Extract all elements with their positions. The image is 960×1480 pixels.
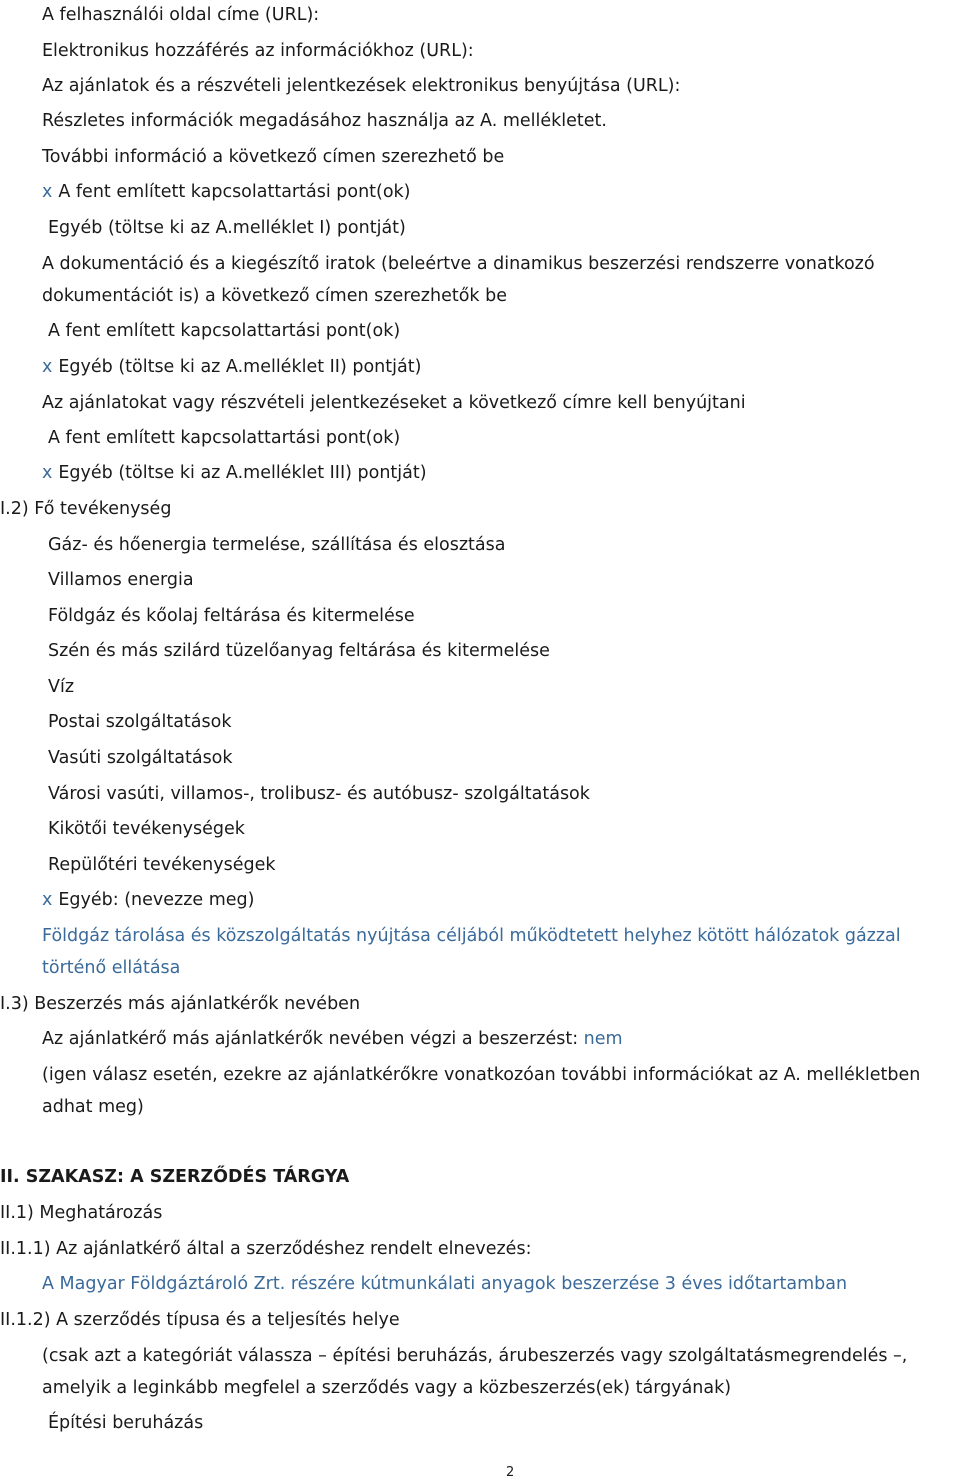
section-ii-title: II. SZAKASZ: A SZERZŐDÉS TÁRGYA [0, 1167, 350, 1187]
more-info-option-other: Egyéb (töltse ki az A.melléklet I) pontját) [48, 218, 406, 238]
more-info-option-contact: x A fent említett kapcsolattartási pont(ok) [42, 182, 411, 202]
activity-item: Kikötői tevékenységek [48, 819, 245, 839]
page-number: 2 [506, 1465, 515, 1480]
activity-item: Városi vasúti, villamos-, trolibusz- és autóbusz- szolgáltatások [48, 784, 590, 804]
activity-other-value-line1: Földgáz tárolása és közszolgáltatás nyújtása céljából működtetett helyhez kötött hálózatok gázzal [42, 926, 901, 946]
user-url-label: A felhasználói oldal címe (URL): [42, 5, 320, 25]
activity-item: Földgáz és kőolaj feltárása és kitermelése [48, 606, 415, 626]
access-url-label: Elektronikus hozzáférés az információkhoz (URL): [42, 41, 474, 61]
docs-label-line2: dokumentációt is) a következő címen szerezhetők be [42, 286, 507, 306]
on-behalf-note-line1: (igen válasz esetén, ezekre az ajánlatkérőkre vonatkozóan további információkat az A. mellékletben [42, 1065, 921, 1085]
on-behalf-answer: nem [583, 1029, 623, 1049]
section-ii11-heading: II.1.1) Az ajánlatkérő által a szerződéshez rendelt elnevezés: [0, 1239, 532, 1259]
more-info-label: További információ a következő címen szerezhető be [42, 147, 505, 167]
activity-other: x Egyéb: (nevezze meg) [42, 890, 255, 910]
offers-option-contact: A fent említett kapcsolattartási pont(ok) [48, 428, 401, 448]
activity-item: Repülőtéri tevékenységek [48, 855, 276, 875]
activity-item: Szén és más szilárd tüzelőanyag feltárása és kitermelése [48, 641, 550, 661]
activity-item: Gáz- és hőenergia termelése, szállítása és elosztása [48, 535, 506, 555]
check-mark: x [42, 357, 53, 377]
docs-label-line1: A dokumentáció és a kiegészítő iratok (beleértve a dinamikus beszerzési rendszerre vonatkozó [42, 254, 875, 274]
section-ii12-heading: II.1.2) A szerződés típusa és a teljesítés helye [0, 1310, 400, 1330]
activity-item: Víz [48, 677, 75, 697]
submit-url-label: Az ajánlatok és a részvételi jelentkezések elektronikus benyújtása (URL): [42, 76, 681, 96]
section-ii1-heading: II.1) Meghatározás [0, 1203, 163, 1223]
contract-title-value: A Magyar Földgáztároló Zrt. részére kútmunkálati anyagok beszerzése 3 éves időtartamban [42, 1274, 848, 1294]
activity-item: Postai szolgáltatások [48, 712, 232, 732]
details-note: Részletes információk megadásához használja az A. mellékletet. [42, 111, 607, 131]
check-mark: x [42, 182, 53, 202]
offers-option-other: x Egyéb (töltse ki az A.melléklet III) pontját) [42, 463, 427, 483]
on-behalf-note-line2: adhat meg) [42, 1097, 144, 1117]
check-mark: x [42, 463, 53, 483]
check-mark: x [42, 890, 53, 910]
activity-other-value-line2: történő ellátása [42, 958, 181, 978]
offers-label: Az ajánlatokat vagy részvételi jelentkezéseket a következő címre kell benyújtani [42, 393, 746, 413]
docs-option-contact: A fent említett kapcsolattartási pont(ok) [48, 321, 401, 341]
activity-item: Villamos energia [48, 570, 194, 590]
section-i3-heading: I.3) Beszerzés más ajánlatkérők nevében [0, 994, 361, 1014]
contract-type-note-line2: amelyik a leginkább megfelel a szerződés vagy a közbeszerzés(ek) tárgyának) [42, 1378, 732, 1398]
docs-option-other: x Egyéb (töltse ki az A.melléklet II) pontját) [42, 357, 422, 377]
section-i2-heading: I.2) Fő tevékenység [0, 499, 172, 519]
on-behalf-question: Az ajánlatkérő más ajánlatkérők nevében végzi a beszerzést: nem [42, 1029, 623, 1049]
activity-item: Vasúti szolgáltatások [48, 748, 233, 768]
contract-type-option: Építési beruházás [48, 1413, 204, 1433]
contract-type-note-line1: (csak azt a kategóriát válassza – építési beruházás, árubeszerzés vagy szolgáltatásmegrendelés –, [42, 1346, 908, 1366]
